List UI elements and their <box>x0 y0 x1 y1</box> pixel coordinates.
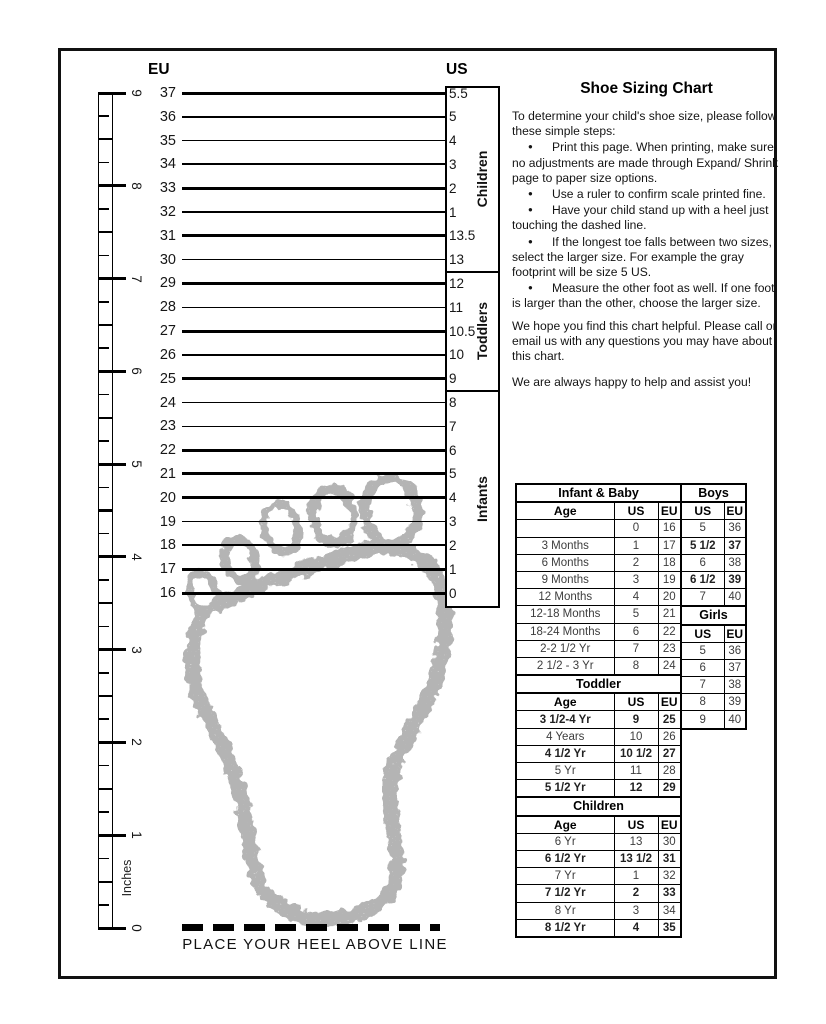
table-cell: 12-18 Months <box>516 606 614 623</box>
ruler-tick <box>98 440 109 442</box>
us-size-label: 8 <box>449 395 457 411</box>
table-cell: 4 1/2 Yr <box>516 745 614 762</box>
heel-instruction-label: PLACE YOUR HEEL ABOVE LINE <box>182 936 448 953</box>
table-header-cell: US <box>614 502 658 520</box>
table-cell: 2 <box>614 554 658 571</box>
table-section-title: Girls <box>681 606 746 624</box>
us-size-label: 4 <box>449 133 457 149</box>
ruler-tick <box>98 811 109 813</box>
bullet-icon: ● <box>528 189 533 199</box>
table-cell: 3 <box>614 902 658 919</box>
table-cell: 18 <box>658 554 681 571</box>
table-cell: 6 <box>681 554 724 571</box>
ruler-tick <box>98 533 109 535</box>
bullet-item <box>512 186 784 202</box>
ruler-tick <box>98 324 113 326</box>
table-cell: 27 <box>658 745 681 762</box>
table-cell: 6 Months <box>516 554 614 571</box>
table-cell: 8 1/2 Yr <box>516 919 614 937</box>
table-section-title: Boys <box>681 484 746 502</box>
size-line <box>182 211 445 213</box>
eu-size-label: 22 <box>159 442 176 459</box>
us-size-label: 2 <box>449 537 457 553</box>
us-size-label: 10 <box>449 347 465 363</box>
ruler-tick <box>98 394 109 396</box>
table-header-row <box>681 502 746 520</box>
bullet-text: Use a ruler to confirm scale printed fine. <box>552 187 766 202</box>
table-cell: 16 <box>658 520 681 537</box>
table-cell: 11 <box>614 763 658 780</box>
table-cell: 9 <box>614 711 658 728</box>
table-cell: 0 <box>614 520 658 537</box>
table-cell: 26 <box>658 728 681 745</box>
table-row <box>516 711 681 728</box>
table-cell: 23 <box>658 640 681 657</box>
table-cell: 36 <box>724 520 746 537</box>
inch-label: 9 <box>129 89 144 97</box>
eu-size-label: 35 <box>159 132 176 149</box>
ruler-tick <box>98 115 109 117</box>
table-row <box>516 589 681 606</box>
ruler-tick <box>98 255 109 257</box>
table-row <box>516 606 681 623</box>
us-size-label: 5 <box>449 466 457 482</box>
table-row <box>516 571 681 588</box>
table-row <box>516 763 681 780</box>
table-header-row <box>516 502 681 520</box>
ruler-tick <box>98 788 113 790</box>
size-line <box>182 307 445 309</box>
table-cell: 10 <box>614 728 658 745</box>
us-size-label: 0 <box>449 585 457 601</box>
eu-size-label: 17 <box>159 561 176 578</box>
ruler-tick <box>98 741 126 744</box>
table-cell <box>516 520 614 537</box>
inches-unit-label: Inches <box>120 859 134 897</box>
eu-size-label: 26 <box>159 346 176 363</box>
table-row <box>516 623 681 640</box>
table-cell: 4 <box>614 919 658 937</box>
table-cell: 12 Months <box>516 589 614 606</box>
us-group-label-children: Children <box>474 150 490 208</box>
us-size-label: 1 <box>449 204 457 220</box>
ruler-tick <box>98 858 109 860</box>
size-line <box>182 377 445 380</box>
inch-label: 6 <box>129 367 144 376</box>
us-size-label: 7 <box>449 418 457 434</box>
us-size-label: 11 <box>449 299 464 315</box>
us-size-label: 3 <box>449 514 457 530</box>
table-cell: 33 <box>658 885 681 902</box>
table-cell: 5 <box>681 642 724 659</box>
eu-size-label: 37 <box>159 85 176 101</box>
bullet-text: Have your child stand up with a heel just touching the dashed line. <box>512 203 769 233</box>
table-cell: 1 <box>614 868 658 885</box>
ruler-tick <box>98 765 109 767</box>
size-line <box>182 234 445 237</box>
table-cell: 34 <box>658 902 681 919</box>
us-size-label: 5 <box>449 109 457 125</box>
eu-size-label: 19 <box>159 513 176 530</box>
us-group-label-infants: Infants <box>474 476 490 523</box>
table-row <box>516 728 681 745</box>
inch-label: 0 <box>129 924 144 932</box>
table-cell: 24 <box>658 657 681 675</box>
table-cell: 5 1/2 Yr <box>516 780 614 798</box>
ruler-tick <box>98 927 126 930</box>
table-cell: 1 <box>614 537 658 554</box>
ruler-tick <box>98 231 113 233</box>
bullet-text: If the longest toe falls between two sizes, select the larger size. For example the gray footprint will be size 5 US. <box>512 234 772 280</box>
ruler-tick <box>98 718 109 720</box>
eu-size-label: 36 <box>159 108 176 125</box>
size-line <box>182 496 445 499</box>
bullet-item <box>512 234 784 281</box>
ruler-tick <box>98 208 109 210</box>
table-cell: 38 <box>724 554 746 571</box>
ruler-tick <box>98 555 126 558</box>
size-line <box>182 402 445 404</box>
table-cell: 3 <box>614 571 658 588</box>
ruler-tick <box>98 602 113 604</box>
eu-size-label: 23 <box>159 418 176 435</box>
table-cell: 8 Yr <box>516 902 614 919</box>
us-size-label: 13.5 <box>449 228 476 244</box>
table-row <box>516 657 681 675</box>
ruler-tick <box>98 648 126 651</box>
boys-girls-table <box>680 483 747 730</box>
eu-size-label: 24 <box>159 394 176 411</box>
table-row <box>516 885 681 902</box>
table-cell: 13 1/2 <box>614 850 658 867</box>
eu-size-label: 32 <box>159 204 176 221</box>
table-cell: 5 Yr <box>516 763 614 780</box>
size-line <box>182 521 445 523</box>
table-cell: 22 <box>658 623 681 640</box>
size-line <box>182 259 445 261</box>
eu-size-label: 18 <box>159 537 176 554</box>
bullet-icon: ● <box>528 236 533 246</box>
size-line <box>182 592 445 595</box>
eu-size-label: 33 <box>159 180 176 197</box>
table-row <box>516 902 681 919</box>
eu-size-label: 34 <box>159 156 176 173</box>
eu-size-label: 16 <box>159 585 176 601</box>
bullet-item <box>512 280 784 311</box>
size-line <box>182 187 445 190</box>
table-cell: 6 <box>681 659 724 676</box>
table-section-title-row <box>516 675 681 693</box>
inch-label: 5 <box>129 460 144 468</box>
page-title: Shoe Sizing Chart <box>580 80 713 97</box>
table-cell: 7 Yr <box>516 868 614 885</box>
eu-size-label: 31 <box>159 227 176 244</box>
eu-size-label: 27 <box>159 323 176 340</box>
size-line <box>182 449 445 452</box>
eu-size-label: 28 <box>159 299 176 316</box>
instructions-intro: To determine your child's shoe size, please follow these simple steps: <box>512 109 777 139</box>
size-line <box>182 163 445 165</box>
size-line <box>182 426 445 428</box>
size-line <box>182 354 445 356</box>
us-size-label: 5.5 <box>449 85 468 101</box>
table-section-title: Toddler <box>516 675 681 693</box>
us-size-label: 2 <box>449 180 457 196</box>
table-row <box>516 640 681 657</box>
table-cell: 12 <box>614 780 658 798</box>
table-row <box>516 537 681 554</box>
table-cell: 35 <box>658 919 681 937</box>
eu-size-label: 20 <box>159 489 176 506</box>
table-cell: 3 1/2-4 Yr <box>516 711 614 728</box>
table-row <box>516 554 681 571</box>
table-row <box>681 677 746 694</box>
table-section-title: Infant & Baby <box>516 484 681 502</box>
bullet-text: Print this page. When printing, make sure no adjustments are made through Expand/ Shrink page to paper size options. <box>512 140 779 185</box>
ruler-tick <box>98 417 113 419</box>
table-cell: 9 Months <box>516 571 614 588</box>
table-cell: 5 <box>614 606 658 623</box>
table-header-cell: Age <box>516 816 614 834</box>
table-cell: 30 <box>658 833 681 850</box>
table-section-title-row <box>516 797 681 815</box>
table-row <box>681 554 746 571</box>
inch-label: 1 <box>129 831 144 839</box>
us-column-header: US <box>446 61 468 78</box>
us-size-label: 3 <box>449 156 457 172</box>
table-header-row <box>516 816 681 834</box>
size-line <box>182 472 445 475</box>
table-cell: 17 <box>658 537 681 554</box>
table-cell: 4 <box>614 589 658 606</box>
table-cell: 2 1/2 - 3 Yr <box>516 657 614 675</box>
table-header-row <box>516 693 681 711</box>
ruler-tick <box>98 834 126 837</box>
table-row <box>516 780 681 798</box>
table-row <box>681 711 746 729</box>
ruler-tick <box>98 626 109 628</box>
us-size-label: 1 <box>449 561 457 577</box>
ruler-tick <box>98 579 109 581</box>
table-header-cell: EU <box>658 693 681 711</box>
table-cell: 6 <box>614 623 658 640</box>
table-section-title-row <box>681 484 746 502</box>
table-cell: 5 <box>681 520 724 537</box>
table-cell: 6 1/2 Yr <box>516 850 614 867</box>
table-row <box>681 659 746 676</box>
eu-size-label: 21 <box>159 465 176 482</box>
table-cell: 40 <box>724 589 746 607</box>
table-row <box>681 537 746 554</box>
eu-column-header: EU <box>148 61 170 78</box>
bullet-item <box>512 202 784 233</box>
table-cell: 40 <box>724 711 746 729</box>
table-cell: 5 1/2 <box>681 537 724 554</box>
table-cell: 3 Months <box>516 537 614 554</box>
size-line <box>182 92 445 95</box>
table-cell: 8 <box>614 657 658 675</box>
table-cell: 13 <box>614 833 658 850</box>
table-header-cell: EU <box>724 502 746 520</box>
closing-paragraph: We are always happy to help and assist you! <box>512 375 752 390</box>
inch-label: 3 <box>129 645 144 654</box>
inch-label: 4 <box>129 553 144 561</box>
ruler-tick <box>98 881 113 883</box>
table-cell: 7 <box>681 589 724 607</box>
size-line <box>182 568 445 571</box>
table-row <box>681 642 746 659</box>
us-size-label: 12 <box>449 275 465 291</box>
table-header-row <box>681 625 746 643</box>
instructions-text-block <box>512 109 784 390</box>
table-cell: 10 1/2 <box>614 745 658 762</box>
table-cell: 37 <box>724 659 746 676</box>
closing-paragraph: We hope you find this chart helpful. Please call or email us with any questions you may have about this chart. <box>512 318 777 364</box>
table-row <box>681 694 746 711</box>
ruler-tick <box>98 347 109 349</box>
size-line <box>182 116 445 118</box>
ruler-tick <box>98 672 109 674</box>
size-line <box>182 140 445 142</box>
table-cell: 28 <box>658 763 681 780</box>
bullet-icon: ● <box>528 142 533 152</box>
inch-label: 8 <box>129 182 144 190</box>
us-size-label: 10.5 <box>449 323 476 339</box>
table-cell: 31 <box>658 850 681 867</box>
eu-size-label: 30 <box>159 251 176 268</box>
table-cell: 32 <box>658 868 681 885</box>
table-cell: 37 <box>724 537 746 554</box>
table-header-cell: US <box>614 693 658 711</box>
table-cell: 2 <box>614 885 658 902</box>
us-size-label: 4 <box>449 490 457 506</box>
table-cell: 9 <box>681 711 724 729</box>
table-cell: 6 Yr <box>516 833 614 850</box>
table-cell: 2-2 1/2 Yr <box>516 640 614 657</box>
table-row <box>516 520 681 537</box>
us-group-divider <box>445 271 500 273</box>
table-cell: 29 <box>658 780 681 798</box>
table-cell: 4 Years <box>516 728 614 745</box>
table-header-cell: US <box>614 816 658 834</box>
ruler-tick <box>98 487 109 489</box>
table-header-cell: EU <box>658 502 681 520</box>
ruler-tick <box>98 695 113 697</box>
table-row <box>516 745 681 762</box>
table-cell: 8 <box>681 694 724 711</box>
table-cell: 7 <box>614 640 658 657</box>
bullet-icon: ● <box>528 205 533 215</box>
table-cell: 39 <box>724 571 746 588</box>
table-section-title-row <box>681 606 746 624</box>
inch-label: 2 <box>129 738 144 747</box>
table-cell: 38 <box>724 677 746 694</box>
us-group-label-toddlers: Toddlers <box>474 302 490 361</box>
us-size-label: 6 <box>449 442 457 458</box>
us-size-label: 9 <box>449 371 457 387</box>
ruler-tick <box>98 509 113 511</box>
table-header-cell: Age <box>516 502 614 520</box>
bullet-text: Measure the other foot as well. If one foot is larger than the other, choose the larger size. <box>512 281 775 311</box>
table-cell: 18-24 Months <box>516 623 614 640</box>
table-row <box>516 919 681 937</box>
ruler-tick <box>98 138 113 140</box>
us-group-divider <box>445 390 500 392</box>
size-line <box>182 282 445 285</box>
heel-dashed-line <box>182 924 440 931</box>
ruler-tick <box>98 904 109 906</box>
bullet-icon: ● <box>528 283 533 293</box>
table-cell: 21 <box>658 606 681 623</box>
table-row <box>516 833 681 850</box>
table-header-cell: EU <box>724 625 746 643</box>
ruler-tick <box>98 301 109 303</box>
table-row <box>681 589 746 607</box>
table-row <box>516 868 681 885</box>
table-cell: 20 <box>658 589 681 606</box>
bullet-item <box>512 139 784 186</box>
table-cell: 25 <box>658 711 681 728</box>
inch-label: 7 <box>129 274 144 283</box>
table-section-title-row <box>516 484 681 502</box>
table-section-title: Children <box>516 797 681 815</box>
eu-size-label: 29 <box>159 275 176 292</box>
table-header-cell: US <box>681 502 724 520</box>
table-cell: 6 1/2 <box>681 571 724 588</box>
size-line <box>182 544 445 546</box>
size-line <box>182 330 445 333</box>
ruler-tick <box>98 162 109 164</box>
eu-size-label: 25 <box>159 370 176 387</box>
table-row <box>681 520 746 537</box>
table-row <box>681 571 746 588</box>
us-size-label: 13 <box>449 252 465 268</box>
table-cell: 7 <box>681 677 724 694</box>
table-cell: 7 1/2 Yr <box>516 885 614 902</box>
table-cell: 39 <box>724 694 746 711</box>
table-cell: 19 <box>658 571 681 588</box>
table-row <box>516 850 681 867</box>
table-header-cell: EU <box>658 816 681 834</box>
table-header-cell: Age <box>516 693 614 711</box>
age-size-table <box>515 483 682 938</box>
table-header-cell: US <box>681 625 724 643</box>
table-cell: 36 <box>724 642 746 659</box>
